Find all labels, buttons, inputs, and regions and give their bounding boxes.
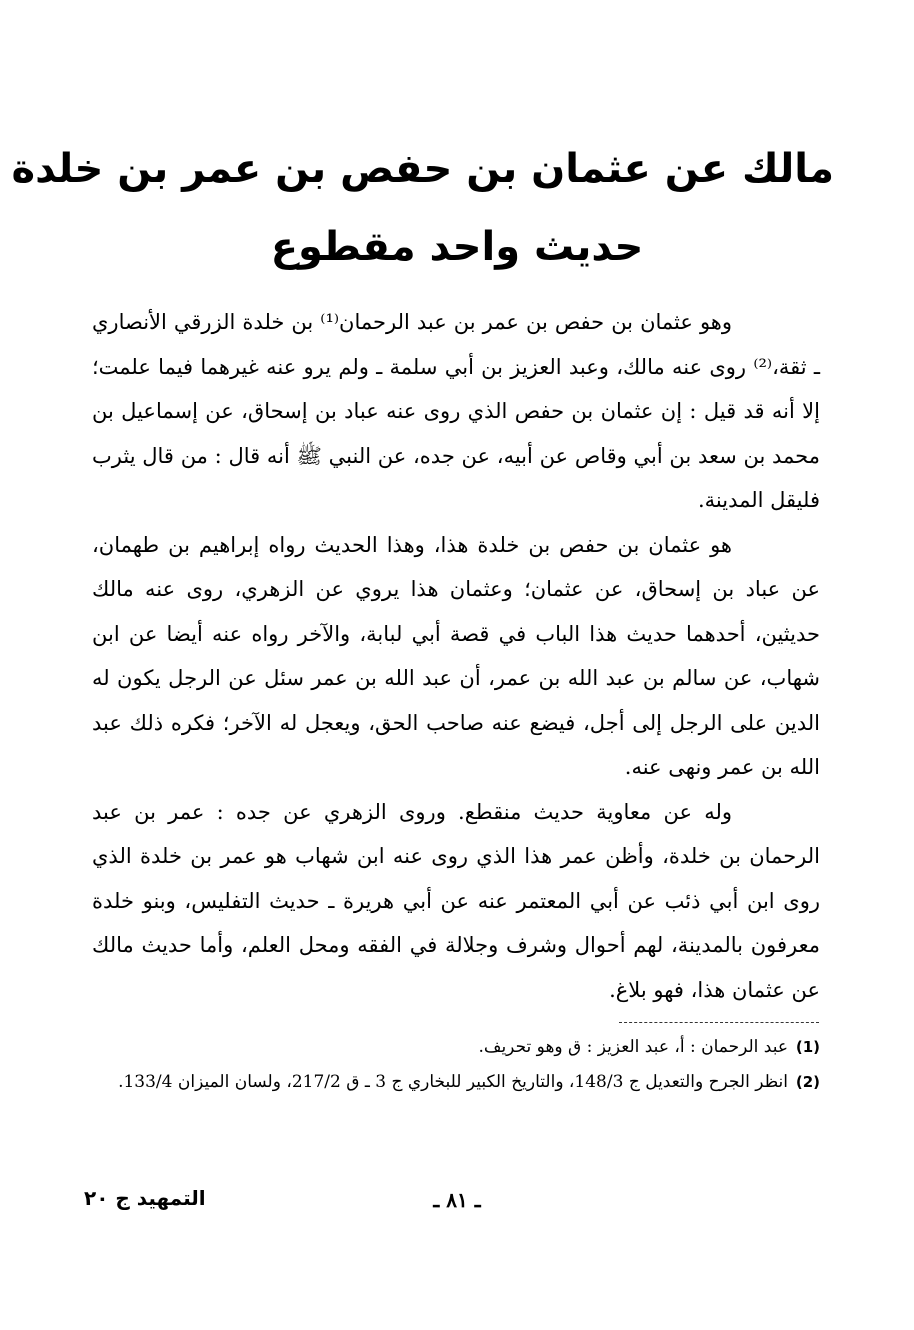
paragraph-2: هو عثمان بن حفص بن خلدة هذا، وهذا الحديث رواه إبراهيم بن طهمان، عن عباد بن إسحاق، عن عثمان؛ وعثمان هذا يروي عن الزهري، روى عنه مالك حديثين، أحدهما حديث هذا الباب في قصة أبي لبابة، والآخر رواه عنه أيضا عن ابن شهاب، عن سالم بن عبد الله بن عمر، أن عبد الله بن عمر سئل عن الرجل يكون له الدين على الرجل إلى أجل، فيضع عنه صاحب الحق، ويعجل له الآخر؛ فكره ذلك عبد الله بن عمر ونهى عنه. [92, 532, 820, 779]
book-volume-reference: التمهيد ج ٢٠ [84, 1186, 206, 1210]
footnote-divider [619, 1022, 819, 1023]
main-text [92, 300, 820, 1012]
footnote-number: (1) [795, 1038, 820, 1056]
chapter-title: مالك عن عثمان بن حفص بن عمر بن خلدة [11, 146, 834, 192]
footnote-text: عبد الرحمان : أ، عبد العزيز : ق وهو تحريف. [478, 1037, 788, 1057]
footnote-number: (2) [795, 1073, 820, 1091]
footnote-text: انظر الجرح والتعديل ج 148/3، والتاريخ الكبير للبخاري ج 3 ـ ق 217/2، ولسان الميزان 133/4. [118, 1072, 788, 1092]
page-number: ـ ٨١ ـ [433, 1188, 481, 1212]
paragraph-1: وهو عثمان بن حفص بن عمر بن عبد الرحمان⁽¹⁾ بن خلدة الزرقي الأنصاري ـ ثقة،⁽²⁾ روى عنه مالك، وعبد العزيز بن أبي سلمة ـ ولم يرو عنه غيرهما فيما علمت؛ إلا أنه قد قيل : إن عثمان بن حفص الذي روى عنه عباد بن إسحاق، عن إسماعيل بن محمد بن سعد بن أبي وقاص عن أبيه، عن جده، عن النبي ﷺ أنه قال : من قال يثرب فليقل المدينة. [92, 310, 820, 512]
chapter-subtitle: حديث واحد مقطوع [270, 224, 644, 270]
footnote-2 [92, 1065, 820, 1100]
footnotes [92, 1030, 820, 1100]
paragraph-3: وله عن معاوية حديث منقطع. وروى الزهري عن جده : عمر بن عبد الرحمان بن خلدة، وأظن عمر هذا الذي روى عنه ابن شهاب هو عمر بن خلدة الذي روى ابن أبي ذئب عن أبي المعتمر عنه عن أبي هريرة ـ حديث التفليس، وبنو خلدة معرفون بالمدينة، لهم أحوال وشرف وجلالة في الفقه ومحل العلم، وأما حديث مالك عن عثمان هذا، فهو بلاغ. [92, 799, 820, 1002]
footnote-1 [92, 1030, 820, 1065]
